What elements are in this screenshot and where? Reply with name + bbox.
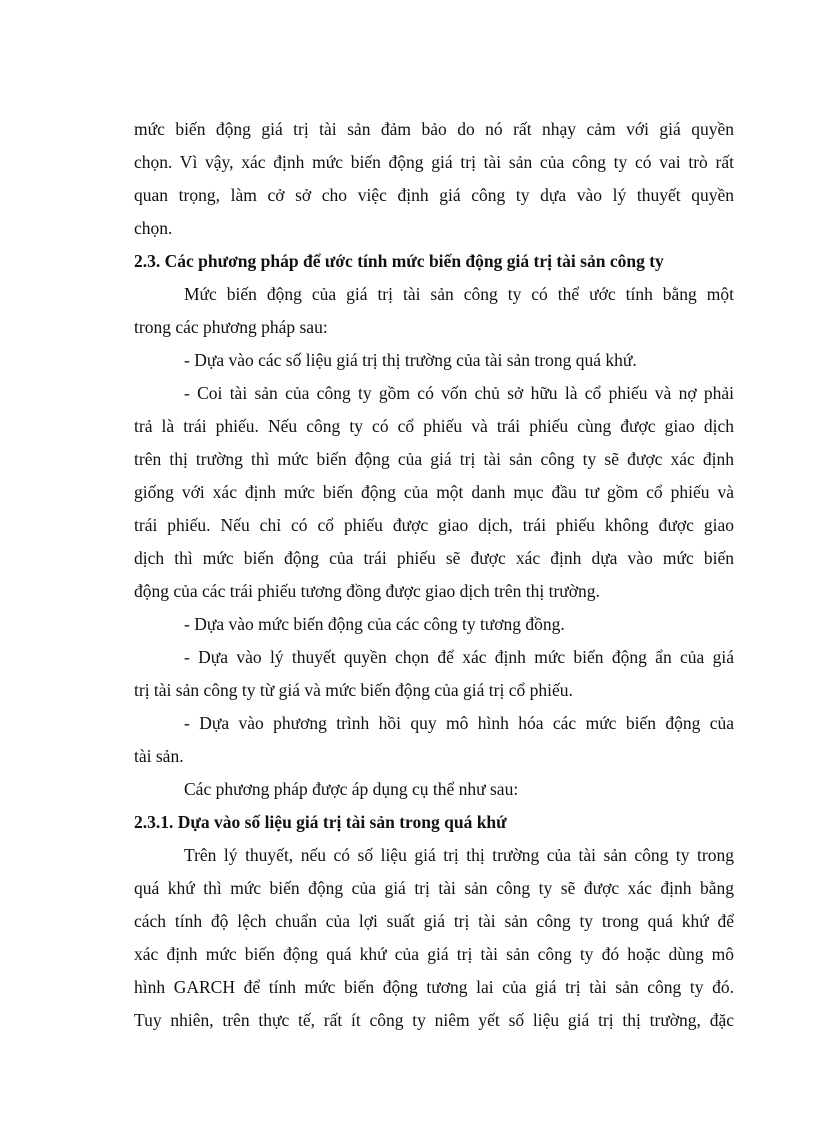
text-line: chọn. Vì vậy, xác định mức biến động giá trị tài sản của công ty có vai trò rất (134, 152, 734, 172)
text-line: quá khứ thì mức biến động của giá trị tài sản công ty sẽ được xác định bằng (134, 878, 734, 898)
text-line: trong các phương pháp sau: (134, 317, 328, 337)
text-line: Mức biến động của giá trị tài sản công ty có thể ước tính bằng một (184, 284, 734, 304)
list-item: - Dựa vào phương trình hồi quy mô hình hóa các mức biến động của (184, 713, 734, 733)
text-line: cách tính độ lệch chuẩn của lợi suất giá trị tài sản công ty trong quá khứ để (134, 911, 734, 931)
list-item: - Dựa vào mức biến động của các công ty tương đồng. (184, 614, 565, 634)
list-item: - Coi tài sản của công ty gồm có vốn chủ sở hữu là cổ phiếu và nợ phải (184, 383, 734, 403)
text-line: trên thị trường thì mức biến động của giá trị tài sản công ty sẽ được xác định (134, 449, 734, 469)
text-line: trái phiếu. Nếu chỉ có cổ phiếu được giao dịch, trái phiếu không được giao (134, 515, 734, 535)
subsection-heading: 2.3.1. Dựa vào số liệu giá trị tài sản trong quá khứ (134, 812, 507, 832)
text-line: trả là trái phiếu. Nếu công ty có cổ phiếu và trái phiếu cùng được giao dịch (134, 416, 734, 436)
list-item: - Dựa vào lý thuyết quyền chọn để xác định mức biến động ẩn của giá (184, 647, 734, 667)
text-line: động của các trái phiếu tương đồng được giao dịch trên thị trường. (134, 581, 600, 601)
text-line: giống với xác định mức biến động của một danh mục đầu tư gồm cổ phiếu và (134, 482, 734, 502)
text-line: quan trọng, làm cở sở cho việc định giá công ty dựa vào lý thuyết quyền (134, 185, 734, 205)
text-line: Trên lý thuyết, nếu có số liệu giá trị thị trường của tài sản công ty trong (184, 845, 734, 865)
text-line: xác định mức biến động quá khứ của giá trị tài sản công ty đó hoặc dùng mô (134, 944, 734, 964)
text-line: tài sản. (134, 746, 184, 766)
text-line: mức biến động giá trị tài sản đảm bảo do nó rất nhạy cảm với giá quyền (134, 119, 734, 139)
text-line: dịch thì mức biến động của trái phiếu sẽ được xác định dựa vào mức biến (134, 548, 734, 568)
text-line: hình GARCH để tính mức biến động tương lai của giá trị tài sản công ty đó. (134, 977, 734, 997)
text-line: trị tài sản công ty từ giá và mức biến động của giá trị cổ phiếu. (134, 680, 573, 700)
text-line: chọn. (134, 218, 173, 238)
list-item: - Dựa vào các số liệu giá trị thị trường của tài sản trong quá khứ. (184, 350, 637, 370)
text-line: Tuy nhiên, trên thực tế, rất ít công ty niêm yết số liệu giá trị thị trường, đặc (134, 1010, 734, 1030)
section-heading: 2.3. Các phương pháp để ước tính mức biến động giá trị tài sản công ty (134, 251, 664, 271)
text-line: Các phương pháp được áp dụng cụ thể như sau: (184, 779, 519, 799)
